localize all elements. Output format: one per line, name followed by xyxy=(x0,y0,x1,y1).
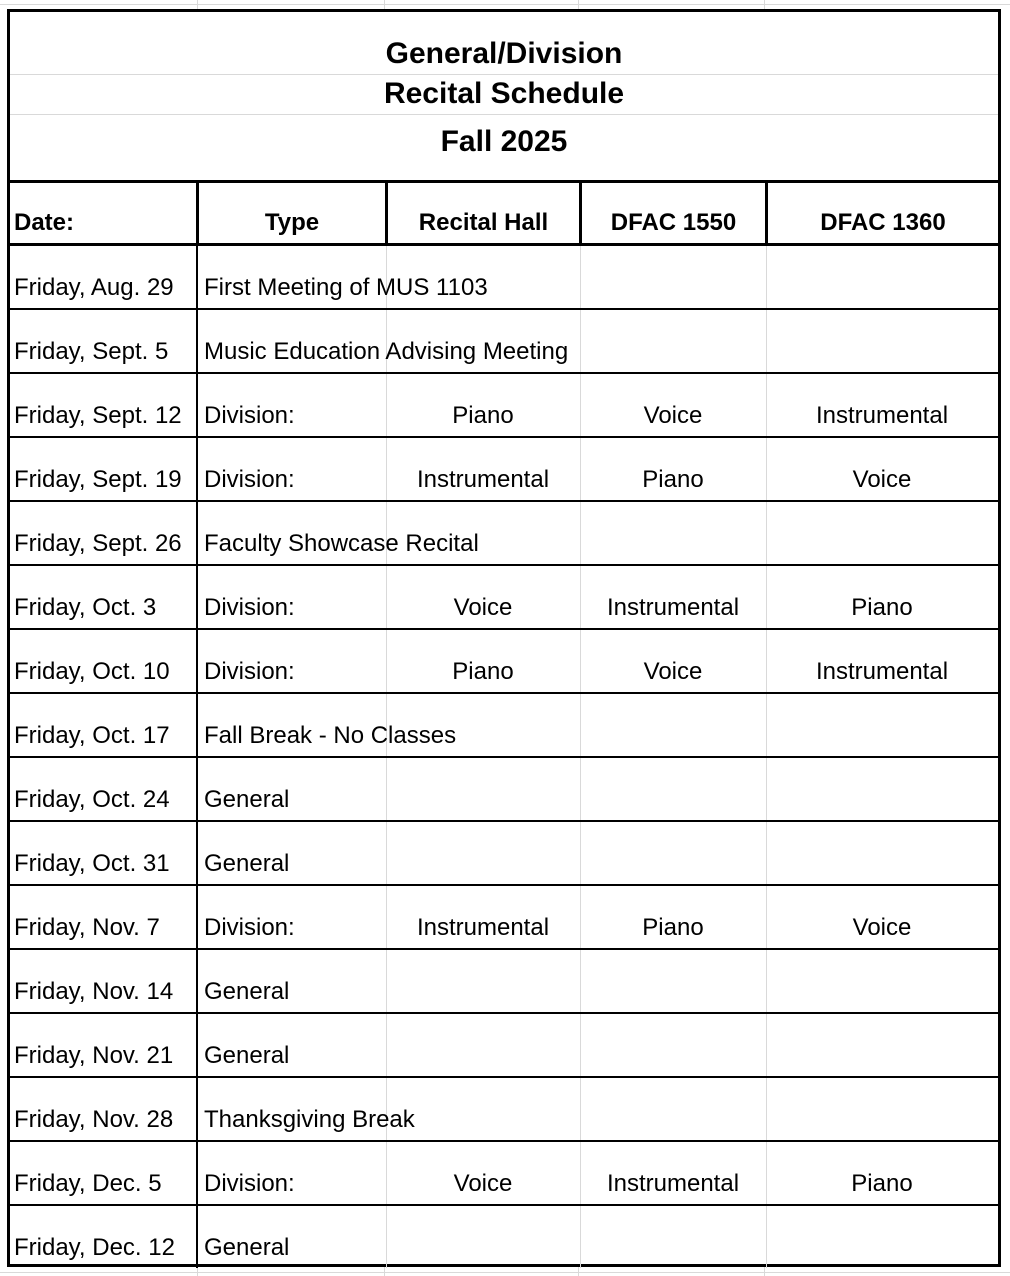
row-recital-hall: Instrumental xyxy=(416,914,550,941)
cell-divider xyxy=(766,950,767,1012)
cell-divider xyxy=(196,950,198,1012)
cell-divider xyxy=(196,566,198,628)
row-type: Division: xyxy=(204,658,295,685)
row-recital-hall: Piano xyxy=(452,658,514,685)
row-date: Friday, Dec. 5 xyxy=(14,1170,162,1197)
header-type: Type xyxy=(264,209,320,236)
gridline xyxy=(0,1272,1010,1273)
row-type: Division: xyxy=(204,466,295,493)
table-row xyxy=(10,438,998,502)
row-type: General xyxy=(204,1234,290,1261)
title-line-1: General/Division xyxy=(385,37,623,70)
title-gridline xyxy=(10,74,998,75)
row-dfac-1550: Voice xyxy=(643,402,703,429)
row-date: Friday, Sept. 12 xyxy=(14,402,182,429)
row-recital-hall: Piano xyxy=(452,402,514,429)
cell-divider xyxy=(766,246,767,308)
row-type: General xyxy=(204,1042,290,1069)
cell-divider xyxy=(196,1078,198,1140)
cell-divider xyxy=(766,758,767,820)
row-type: General xyxy=(204,850,290,877)
row-dfac-1360: Piano xyxy=(851,1170,913,1197)
row-type: General xyxy=(204,786,290,813)
row-date: Friday, Nov. 21 xyxy=(14,1042,174,1069)
table-row xyxy=(10,886,998,950)
row-date: Friday, Sept. 26 xyxy=(14,530,182,557)
row-dfac-1360: Voice xyxy=(852,914,912,941)
title-line-3: Fall 2025 xyxy=(440,125,568,158)
row-dfac-1550: Piano xyxy=(642,466,704,493)
table-row xyxy=(10,1014,998,1078)
title-block xyxy=(10,12,998,183)
row-dfac-1550: Instrumental xyxy=(606,1170,740,1197)
table-row xyxy=(10,950,998,1014)
cell-divider xyxy=(196,1142,198,1204)
cell-divider xyxy=(196,246,198,308)
cell-divider xyxy=(196,886,198,948)
table-row xyxy=(10,566,998,630)
row-date: Friday, Oct. 10 xyxy=(14,658,170,685)
row-date: Friday, Oct. 17 xyxy=(14,722,170,749)
cell-divider xyxy=(196,630,198,692)
table-row xyxy=(10,1206,998,1270)
cell-divider xyxy=(196,310,198,372)
header-date: Date: xyxy=(14,209,75,236)
table-row xyxy=(10,1078,998,1142)
header-row xyxy=(10,183,998,246)
cell-divider xyxy=(766,310,767,372)
row-dfac-1360: Instrumental xyxy=(815,658,949,685)
table-row xyxy=(10,630,998,694)
table-row xyxy=(10,310,998,374)
row-date: Friday, Nov. 28 xyxy=(14,1106,174,1133)
row-dfac-1360: Piano xyxy=(851,594,913,621)
table-row xyxy=(10,694,998,758)
cell-divider xyxy=(196,374,198,436)
row-date: Friday, Oct. 31 xyxy=(14,850,170,877)
cell-divider xyxy=(196,1206,198,1268)
row-type: Division: xyxy=(204,1170,295,1197)
row-recital-hall: Instrumental xyxy=(416,466,550,493)
row-type: Division: xyxy=(204,914,295,941)
cell-divider xyxy=(766,502,767,564)
row-dfac-1360: Instrumental xyxy=(815,402,949,429)
row-date: Friday, Aug. 29 xyxy=(14,274,174,301)
header-dfac-1360: DFAC 1360 xyxy=(820,209,946,236)
row-type: Division: xyxy=(204,402,295,429)
row-date: Friday, Nov. 7 xyxy=(14,914,160,941)
cell-divider xyxy=(196,1014,198,1076)
row-dfac-1550: Instrumental xyxy=(606,594,740,621)
cell-divider xyxy=(196,758,198,820)
schedule-table xyxy=(7,9,1001,1267)
row-dfac-1550: Voice xyxy=(643,658,703,685)
title-gridline xyxy=(10,114,998,115)
row-dfac-1360: Voice xyxy=(852,466,912,493)
table-row xyxy=(10,822,998,886)
cell-divider xyxy=(766,694,767,756)
row-type: Thanksgiving Break xyxy=(204,1106,415,1133)
table-row xyxy=(10,1142,998,1206)
cell-divider xyxy=(766,1014,767,1076)
row-type: Fall Break - No Classes xyxy=(204,722,457,749)
row-type: Music Education Advising Meeting xyxy=(204,338,569,365)
row-date: Friday, Dec. 12 xyxy=(14,1234,175,1261)
cell-divider xyxy=(766,1206,767,1268)
cell-divider xyxy=(766,1078,767,1140)
title-line-2: Recital Schedule xyxy=(383,77,625,110)
cell-divider xyxy=(196,694,198,756)
table-row xyxy=(10,374,998,438)
cell-divider xyxy=(196,822,198,884)
gridline xyxy=(0,4,1010,5)
cell-divider xyxy=(196,438,198,500)
header-recital-hall: Recital Hall xyxy=(418,209,549,236)
row-dfac-1550: Piano xyxy=(642,914,704,941)
row-date: Friday, Oct. 3 xyxy=(14,594,157,621)
row-date: Friday, Nov. 14 xyxy=(14,978,174,1005)
table-row xyxy=(10,758,998,822)
row-type: Division: xyxy=(204,594,295,621)
row-type: Faculty Showcase Recital xyxy=(204,530,479,557)
row-date: Friday, Oct. 24 xyxy=(14,786,170,813)
row-recital-hall: Voice xyxy=(453,1170,513,1197)
row-type: First Meeting of MUS 1103 xyxy=(204,274,488,301)
row-date: Friday, Sept. 5 xyxy=(14,338,169,365)
cell-divider xyxy=(766,822,767,884)
cell-divider xyxy=(196,502,198,564)
row-date: Friday, Sept. 19 xyxy=(14,466,182,493)
row-recital-hall: Voice xyxy=(453,594,513,621)
header-dfac-1550: DFAC 1550 xyxy=(610,209,737,236)
row-type: General xyxy=(204,978,290,1005)
table-row xyxy=(10,246,998,310)
table-row xyxy=(10,502,998,566)
